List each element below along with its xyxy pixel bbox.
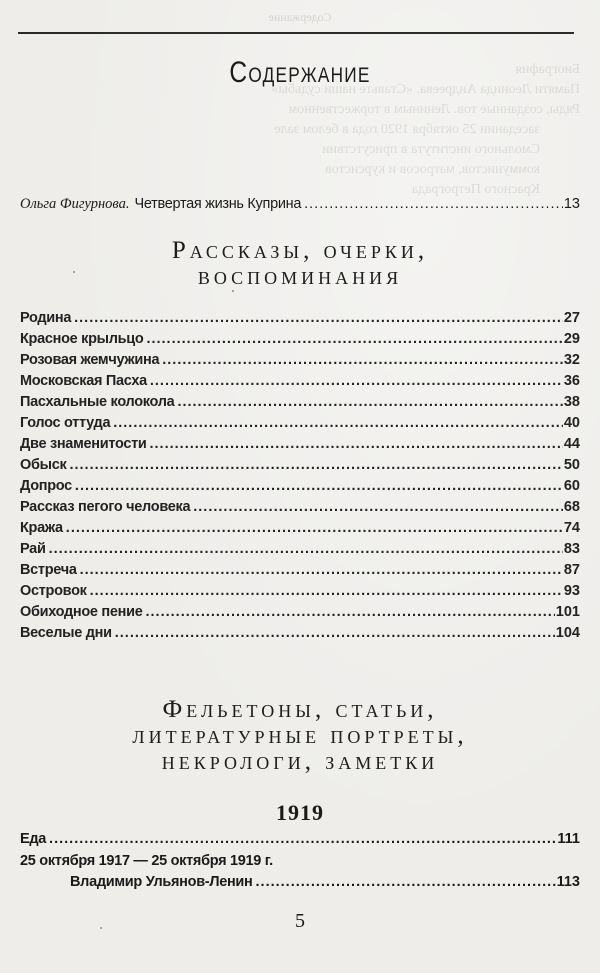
toc-entry[interactable]	[20, 436, 580, 456]
entry-page: 111	[557, 831, 580, 847]
toc-entry[interactable]	[20, 853, 580, 873]
bleed-line: Биография	[515, 62, 580, 77]
entry-page: 60	[563, 478, 580, 494]
entry-title: Обиходное пение	[20, 604, 143, 620]
toc-entry[interactable]	[20, 331, 580, 351]
entry-page: 36	[563, 373, 580, 389]
entry-title: Розовая жемчужина	[20, 352, 160, 368]
running-head: Содержание	[268, 10, 332, 24]
page-number: 5	[295, 910, 305, 932]
entry-page: 104	[555, 625, 580, 641]
section-heading-feuilletons	[0, 697, 600, 775]
leader-dots	[146, 331, 562, 347]
entry-title: Голос оттуда	[20, 415, 111, 431]
entry-title: Рассказ пегого человека	[20, 499, 191, 515]
entry-page: 32	[563, 352, 580, 368]
entry-title: Островок	[20, 583, 87, 599]
leader-dots	[177, 394, 562, 410]
entry-page: 29	[563, 331, 580, 347]
leader-dots	[69, 457, 562, 473]
section-heading-line: Рассказы, очерки,	[171, 237, 429, 264]
section-heading-stories	[0, 238, 600, 290]
print-speck	[232, 290, 234, 292]
bleed-line: Ряды, созданные тов. Лениным в торжественном	[288, 102, 580, 117]
entry-title: Веселые дни	[20, 625, 112, 641]
section-heading-line: воспоминания	[197, 263, 403, 290]
entry-author: Ольга Фигурнова.	[20, 196, 130, 212]
leader-dots	[49, 831, 556, 847]
entry-title: Владимир Ульянов-Ленин	[70, 874, 253, 890]
entry-title: Рай	[20, 541, 46, 557]
section-heading-line: некрологи, заметки	[161, 748, 439, 775]
toc-entry[interactable]	[20, 478, 580, 498]
bleed-line: Памяти Леонида Андреева. «Ставьте наши судьбы»	[271, 82, 580, 97]
entry-page: 27	[563, 310, 580, 326]
entry-page: 87	[563, 562, 580, 578]
entry-title: Пасхальные колокола	[20, 394, 175, 410]
leader-dots	[162, 352, 563, 368]
entry-page: 38	[563, 394, 580, 410]
leader-dots	[113, 415, 563, 431]
year-heading: 1919	[276, 800, 324, 825]
page-title: Содержание	[229, 56, 371, 89]
entry-page: 50	[563, 457, 580, 473]
toc-entry[interactable]	[20, 625, 580, 645]
section-heading-line: литературные портреты,	[132, 722, 468, 749]
header-rule	[18, 32, 574, 34]
leader-dots	[146, 604, 555, 620]
toc-entry[interactable]	[20, 457, 580, 477]
leader-dots	[80, 562, 563, 578]
toc-entry[interactable]	[70, 874, 580, 894]
toc-entry[interactable]	[20, 604, 580, 624]
entry-title: Родина	[20, 310, 72, 326]
print-speck	[100, 927, 102, 929]
leader-dots	[75, 478, 563, 494]
leader-dots	[90, 583, 563, 599]
leader-dots	[74, 310, 563, 326]
toc-entry[interactable]	[20, 373, 580, 393]
bleed-line: коммунистов, матросов и курсистов	[325, 162, 540, 177]
entry-title: Встреча	[20, 562, 77, 578]
toc-entry[interactable]	[20, 415, 580, 435]
entry-title: Московская Пасха	[20, 373, 147, 389]
toc-entry[interactable]	[20, 394, 580, 414]
entry-page: 68	[563, 499, 580, 515]
toc-entry[interactable]	[20, 520, 580, 540]
entry-title: Две знаменитости	[20, 436, 147, 452]
leader-dots	[193, 499, 563, 515]
leader-dots	[66, 520, 563, 536]
leader-dots	[304, 196, 563, 212]
entry-title: Кража	[20, 520, 63, 536]
entry-page: 74	[563, 520, 580, 536]
entry-title: Еда	[20, 831, 47, 847]
toc-entry[interactable]	[20, 831, 580, 851]
toc-entry[interactable]	[20, 562, 580, 582]
leader-dots	[256, 874, 556, 890]
entry-page: 83	[563, 541, 580, 557]
entry-title: Допрос	[20, 478, 72, 494]
leader-dots	[49, 541, 563, 557]
leader-dots	[150, 436, 563, 452]
entry-page: 101	[555, 604, 580, 620]
leader-dots	[115, 625, 555, 641]
print-speck	[73, 271, 75, 273]
entry-page: 44	[563, 436, 580, 452]
toc-entry[interactable]	[20, 310, 580, 330]
entry-page: 40	[563, 415, 580, 431]
toc-entry-intro[interactable]	[20, 196, 580, 216]
entry-page: 113	[556, 874, 580, 890]
entry-title: Обыск	[20, 457, 67, 473]
toc-entry[interactable]	[20, 352, 580, 372]
toc-entry[interactable]	[20, 541, 580, 561]
entry-page: 13	[563, 196, 580, 212]
entry-page: 93	[563, 583, 580, 599]
section-heading-line: Фельетоны, статьи,	[162, 696, 438, 723]
bleed-line: Смольного института в присутствии	[322, 142, 540, 157]
toc-entry[interactable]	[20, 499, 580, 519]
leader-dots	[150, 373, 563, 389]
entry-title: 25 октября 1917 — 25 октября 1919 г.	[20, 853, 273, 869]
bleed-line: Красного Петрограда	[411, 182, 540, 197]
toc-entry[interactable]	[20, 583, 580, 603]
entry-title: Красное крыльцо	[20, 331, 144, 347]
entry-title: Четвертая жизнь Куприна	[134, 196, 302, 212]
bleed-line: заседании 25 октября 1920 года в белом зале	[274, 122, 540, 137]
